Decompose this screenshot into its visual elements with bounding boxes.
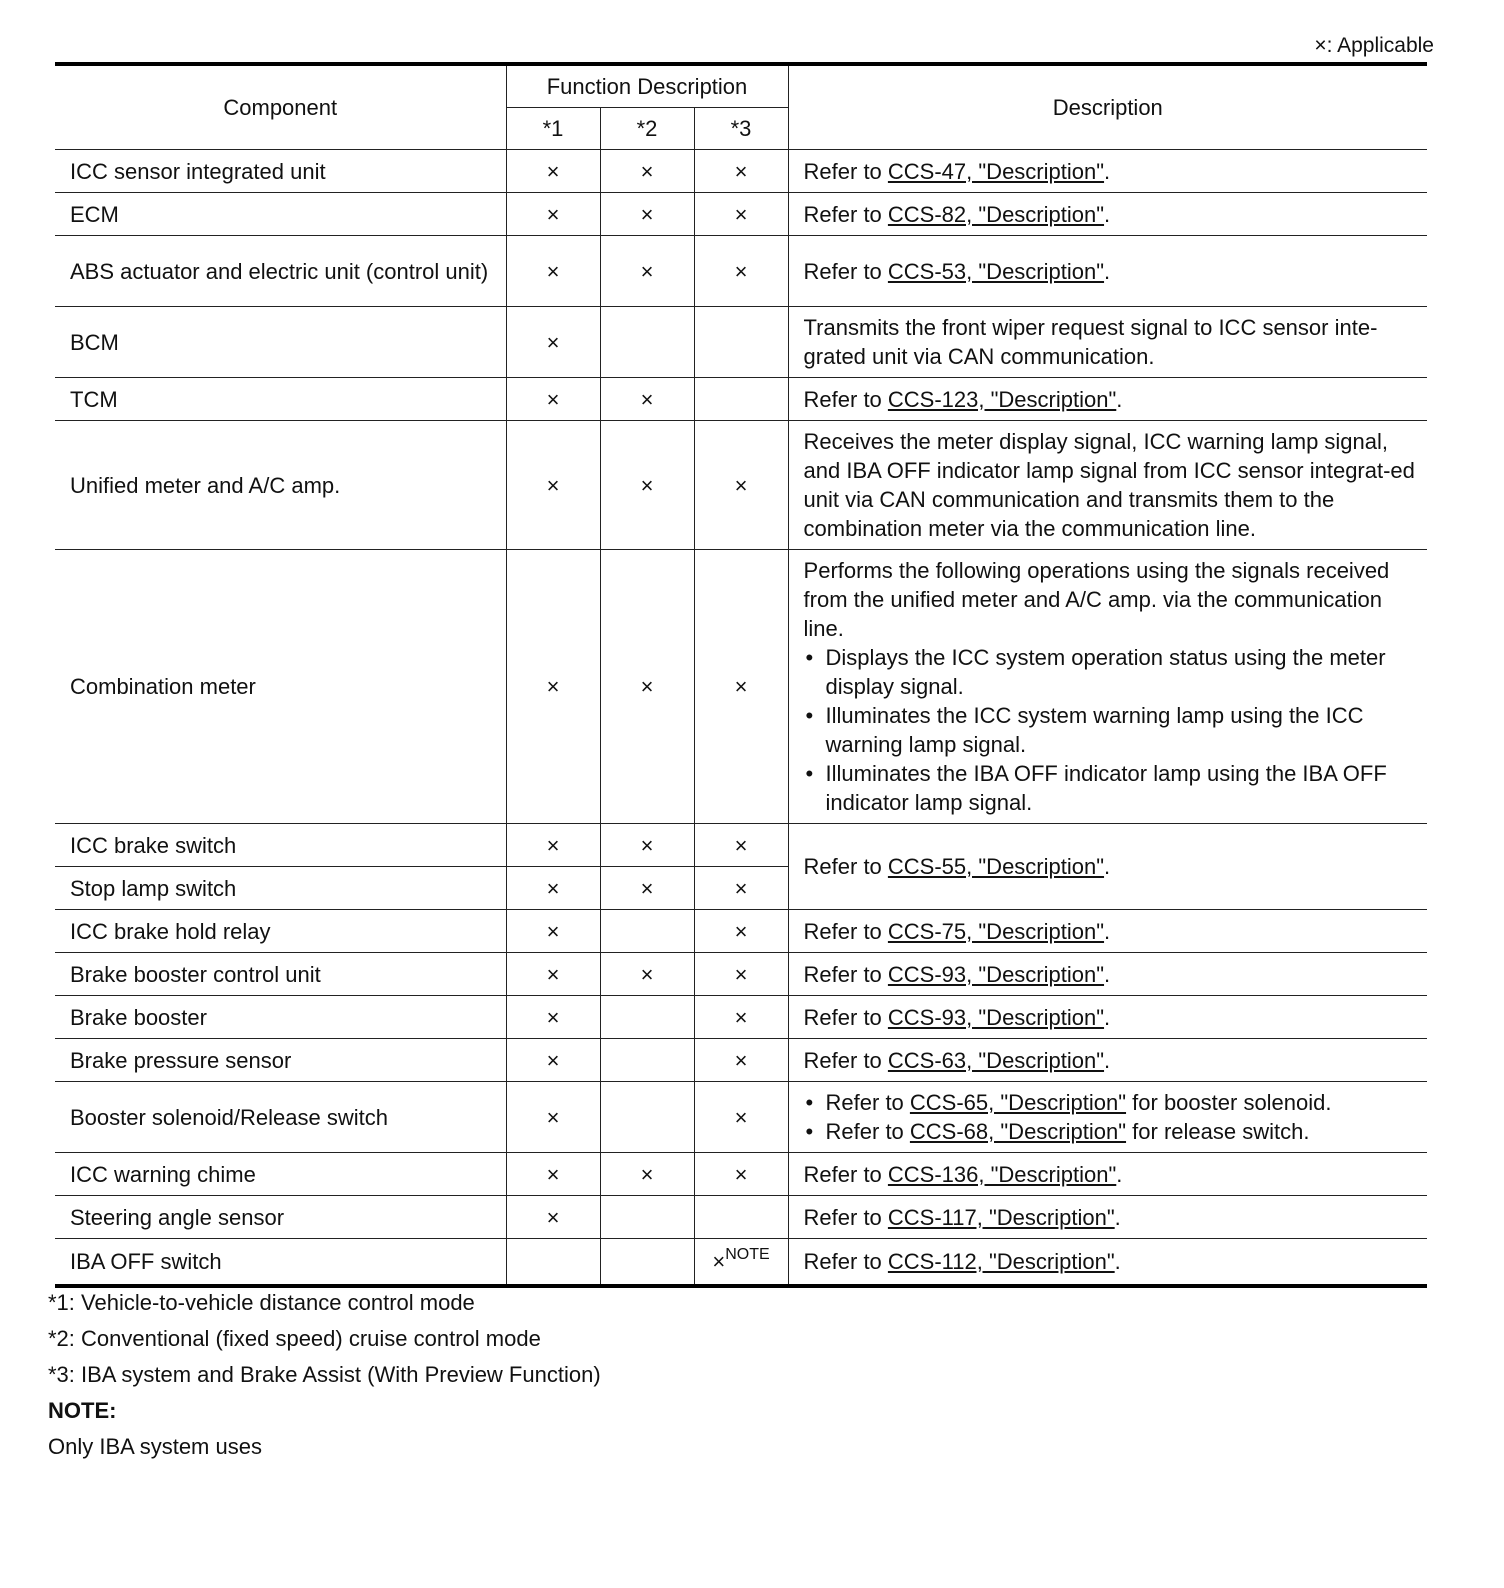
reference-link[interactable]: CCS-117, "Description"	[887, 1204, 1115, 1230]
table-row	[55, 550, 1427, 824]
applicable-mark: ×	[694, 1153, 788, 1196]
table-row	[55, 150, 1427, 193]
reference-link[interactable]: CCS-47, "Description"	[887, 158, 1105, 184]
component-cell: Brake booster control unit	[55, 953, 506, 996]
applicable-mark: ×	[694, 824, 788, 867]
applicable-mark: ×	[506, 1196, 600, 1239]
table-row	[55, 421, 1427, 550]
description-cell: Refer to CCS-136, "Description".	[788, 1153, 1427, 1196]
applicable-mark: ×	[600, 550, 694, 824]
applicable-mark: ×	[506, 421, 600, 550]
applicable-mark	[694, 307, 788, 378]
applicable-mark	[600, 910, 694, 953]
applicable-mark: ×	[600, 867, 694, 910]
applicable-mark	[600, 1039, 694, 1082]
applicable-mark-with-note: ×$^{NOTE}$	[694, 1239, 788, 1286]
description-cell: Refer to CCS-112, "Description".	[788, 1239, 1427, 1286]
applicable-mark: ×	[694, 910, 788, 953]
component-function-table	[55, 62, 1427, 1288]
applicable-mark: ×	[506, 193, 600, 236]
applicable-mark: ×	[600, 236, 694, 307]
table-row	[55, 953, 1427, 996]
component-cell: ECM	[55, 193, 506, 236]
description-cell: Refer to CCS-123, "Description".	[788, 378, 1427, 421]
applicable-mark: ×	[506, 1039, 600, 1082]
applicable-mark: ×	[506, 996, 600, 1039]
applicable-mark	[506, 1239, 600, 1286]
description-cell: Refer to CCS-93, "Description".	[788, 996, 1427, 1039]
table-row	[55, 1239, 1427, 1286]
reference-link[interactable]: CCS-123, "Description"	[887, 386, 1117, 412]
description-cell: Refer to CCS-55, "Description".	[788, 824, 1427, 910]
applicable-mark: ×	[694, 996, 788, 1039]
reference-link[interactable]: CCS-53, "Description"	[887, 258, 1105, 284]
component-cell: IBA OFF switch	[55, 1239, 506, 1286]
applicable-mark: ×	[694, 193, 788, 236]
bullet-item: • Illuminates the IBA OFF indicator lamp using the IBA OFF indicator lamp signal.	[826, 759, 1416, 817]
note-title: NOTE:	[48, 1398, 117, 1423]
applicable-mark: ×	[506, 953, 600, 996]
description-cell: Refer to CCS-53, "Description".	[788, 236, 1427, 307]
reference-link[interactable]: CCS-65, "Description"	[909, 1090, 1127, 1115]
description-cell: Refer to CCS-75, "Description".	[788, 910, 1427, 953]
reference-link[interactable]: CCS-75, "Description"	[887, 918, 1105, 944]
applicable-mark: ×	[694, 236, 788, 307]
table-row	[55, 910, 1427, 953]
applicable-mark: ×	[506, 1082, 600, 1153]
applicable-mark: ×	[600, 193, 694, 236]
applicable-mark	[600, 307, 694, 378]
applicable-mark: ×	[694, 867, 788, 910]
reference-link[interactable]: CCS-93, "Description"	[887, 961, 1105, 987]
description-intro: Performs the following operations using the signals received from the unified meter and A/C amp. via the communication line.	[803, 558, 1390, 641]
note-superscript: NOTE	[725, 1245, 770, 1263]
reference-link[interactable]: CCS-112, "Description"	[887, 1248, 1115, 1274]
applicable-legend: ×: Applicable	[1314, 34, 1434, 57]
description-cell: Transmits the front wiper request signal to ICC sensor inte-grated unit via CAN communication.	[788, 307, 1427, 378]
description-cell: Receives the meter display signal, ICC warning lamp signal, and IBA OFF indicator lamp signal from ICC sensor integrat-ed unit via CAN communication and transmits them to the combination meter via the communication line.	[788, 421, 1427, 550]
description-bullets	[804, 1088, 1416, 1146]
applicable-mark: ×	[506, 236, 600, 307]
table-row	[55, 824, 1427, 867]
applicable-mark: ×	[506, 550, 600, 824]
applicable-mark: ×	[694, 421, 788, 550]
reference-link[interactable]: CCS-136, "Description"	[887, 1161, 1117, 1187]
component-header: Component	[55, 64, 506, 150]
function-description-header: Function Description	[506, 64, 788, 108]
table-row	[55, 1039, 1427, 1082]
component-cell: ICC sensor integrated unit	[55, 150, 506, 193]
applicable-mark: ×	[694, 953, 788, 996]
component-cell: TCM	[55, 378, 506, 421]
applicable-mark: ×	[694, 1039, 788, 1082]
col-3-header: *3	[694, 108, 788, 150]
component-cell: Unified meter and A/C amp.	[55, 421, 506, 550]
footnote: *3: IBA system and Brake Assist (With Preview Function)	[48, 1362, 601, 1387]
applicable-mark: ×	[506, 910, 600, 953]
description-cell: Refer to CCS-117, "Description".	[788, 1196, 1427, 1239]
applicable-mark: ×	[600, 1153, 694, 1196]
component-cell: Brake booster	[55, 996, 506, 1039]
applicable-mark	[600, 1196, 694, 1239]
applicable-mark: ×	[600, 824, 694, 867]
description-cell	[788, 550, 1427, 824]
bullet-item: • Displays the ICC system operation status using the meter display signal.	[826, 643, 1416, 701]
applicable-mark: ×	[600, 421, 694, 550]
component-cell: Brake pressure sensor	[55, 1039, 506, 1082]
applicable-mark: ×	[694, 550, 788, 824]
component-cell: ICC brake switch	[55, 824, 506, 867]
applicable-mark: ×	[694, 150, 788, 193]
applicable-mark	[600, 996, 694, 1039]
component-cell: Booster solenoid/Release switch	[55, 1082, 506, 1153]
reference-link[interactable]: CCS-93, "Description"	[887, 1004, 1105, 1030]
description-cell: Refer to CCS-93, "Description".	[788, 953, 1427, 996]
table-row	[55, 1082, 1427, 1153]
description-cell: Refer to CCS-82, "Description".	[788, 193, 1427, 236]
applicable-mark: ×	[600, 150, 694, 193]
applicable-mark	[694, 1196, 788, 1239]
table-row	[55, 193, 1427, 236]
applicable-mark: ×	[506, 1153, 600, 1196]
col-1-header: *1	[506, 108, 600, 150]
table-row	[55, 1196, 1427, 1239]
component-cell: ICC brake hold relay	[55, 910, 506, 953]
bullet-item: • Refer to CCS-65, "Description" for booster solenoid.	[826, 1088, 1416, 1117]
table-row	[55, 996, 1427, 1039]
applicable-mark: ×	[506, 867, 600, 910]
reference-link[interactable]: CCS-68, "Description"	[909, 1119, 1127, 1144]
reference-link[interactable]: CCS-82, "Description"	[887, 201, 1105, 227]
component-cell: Combination meter	[55, 550, 506, 824]
footnote: *1: Vehicle-to-vehicle distance control mode	[48, 1290, 475, 1315]
applicable-mark: ×	[694, 1082, 788, 1153]
applicable-mark: ×	[600, 378, 694, 421]
description-cell	[788, 1082, 1427, 1153]
note-text: Only IBA system uses	[48, 1434, 262, 1459]
applicable-mark: ×	[506, 824, 600, 867]
applicable-mark	[600, 1239, 694, 1286]
footnotes	[48, 1290, 601, 1470]
description-header: Description	[788, 64, 1427, 150]
description-cell: Refer to CCS-63, "Description".	[788, 1039, 1427, 1082]
applicable-mark	[694, 378, 788, 421]
applicable-mark: ×	[506, 150, 600, 193]
table-row	[55, 378, 1427, 421]
applicable-mark: ×	[506, 307, 600, 378]
table-row	[55, 307, 1427, 378]
bullet-item: • Refer to CCS-68, "Description" for release switch.	[826, 1117, 1416, 1146]
component-cell: Steering angle sensor	[55, 1196, 506, 1239]
bullet-item: • Illuminates the ICC system warning lamp using the ICC warning lamp signal.	[826, 701, 1416, 759]
col-2-header: *2	[600, 108, 694, 150]
applicable-mark: ×	[600, 953, 694, 996]
component-cell: Stop lamp switch	[55, 867, 506, 910]
footnote: *2: Conventional (fixed speed) cruise control mode	[48, 1326, 541, 1351]
reference-link[interactable]: CCS-63, "Description"	[887, 1047, 1105, 1073]
component-cell: ICC warning chime	[55, 1153, 506, 1196]
reference-link[interactable]: CCS-55, "Description"	[887, 854, 1105, 879]
component-cell: ABS actuator and electric unit (control unit)	[55, 236, 506, 307]
applicable-mark: ×	[506, 378, 600, 421]
applicable-mark	[600, 1082, 694, 1153]
component-cell: BCM	[55, 307, 506, 378]
table-row	[55, 1153, 1427, 1196]
table-row	[55, 236, 1427, 307]
description-cell: Refer to CCS-47, "Description".	[788, 150, 1427, 193]
description-bullets	[804, 643, 1416, 817]
